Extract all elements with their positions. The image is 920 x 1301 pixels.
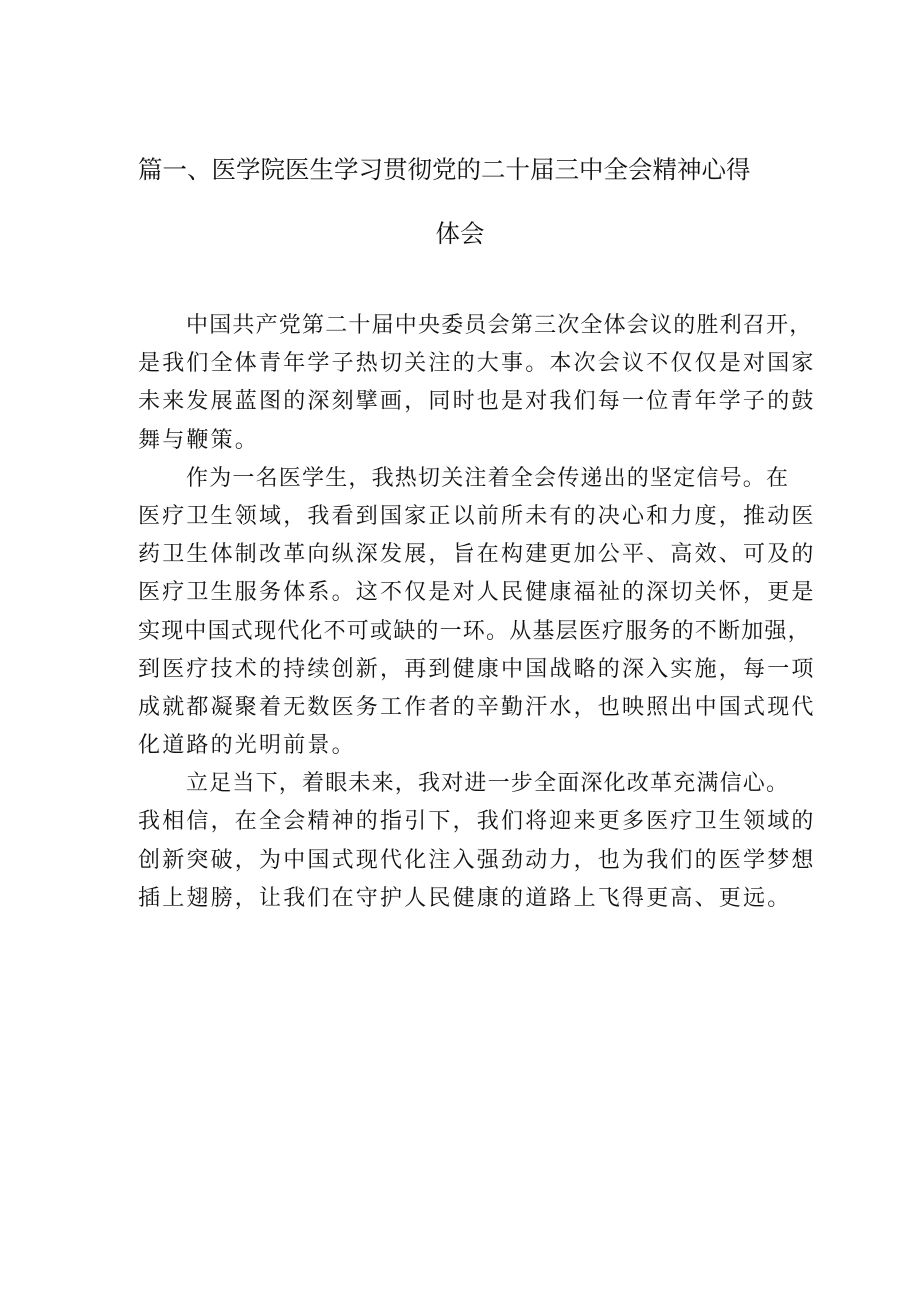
paragraph-3-line-3: 创新突破，为中国式现代化注入强劲动力，也为我们的医学梦想 <box>138 847 816 873</box>
paragraph-2-line-3: 药卫生体制改革向纵深发展，旨在构建更加公平、高效、可及的 <box>138 542 816 568</box>
paragraph-2-line-5: 实现中国式现代化不可或缺的一环。从基层医疗服务的不断加强， <box>138 618 811 644</box>
paragraph-2-line-8: 化道路的光明前景。 <box>138 733 356 759</box>
paragraph-1-line-4: 舞与鞭策。 <box>138 427 260 453</box>
paragraph-2-line-1: 作为一名医学生，我热切关注着全会传递出的坚定信号。在 <box>186 465 790 491</box>
paragraph-1-line-1: 中国共产党第二十届中央委员会第三次全体会议的胜利召开， <box>186 313 813 338</box>
paragraph-1-line-2: 是我们全体青年学子热切关注的大事。本次会议不仅仅是对国家 <box>138 351 816 377</box>
paragraph-3-line-1: 立足当下，着眼未来，我对进一步全面深化改革充满信心。 <box>186 771 790 797</box>
title-line-2: 体会 <box>435 219 485 248</box>
paragraph-2-line-4: 医疗卫生服务体系。这不仅是对人民健康福祉的深切关怀，更是 <box>138 580 816 606</box>
document-title <box>138 146 782 258</box>
title-line-1: 篇一、医学院医生学习贯彻党的二十届三中全会精神心得 <box>138 155 751 184</box>
paragraph-3-line-2: 我相信，在全会精神的指引下，我们将迎来更多医疗卫生领域的 <box>138 809 816 835</box>
paragraph-2-line-7: 成就都凝聚着无数医务工作者的辛勤汗水，也映照出中国式现代 <box>138 694 816 720</box>
paragraph-2-line-6: 到医疗技术的持续创新，再到健康中国战略的深入实施，每一项 <box>138 656 816 682</box>
paragraph-3-line-4: 插上翅膀，让我们在守护人民健康的道路上飞得更高、更远。 <box>138 885 792 911</box>
paragraph-2-line-2: 医疗卫生领域，我看到国家正以前所未有的决心和力度，推动医 <box>138 503 816 529</box>
paragraph-1-line-3: 未来发展蓝图的深刻擘画，同时也是对我们每一位青年学子的鼓 <box>138 389 816 415</box>
document-body <box>138 307 816 918</box>
